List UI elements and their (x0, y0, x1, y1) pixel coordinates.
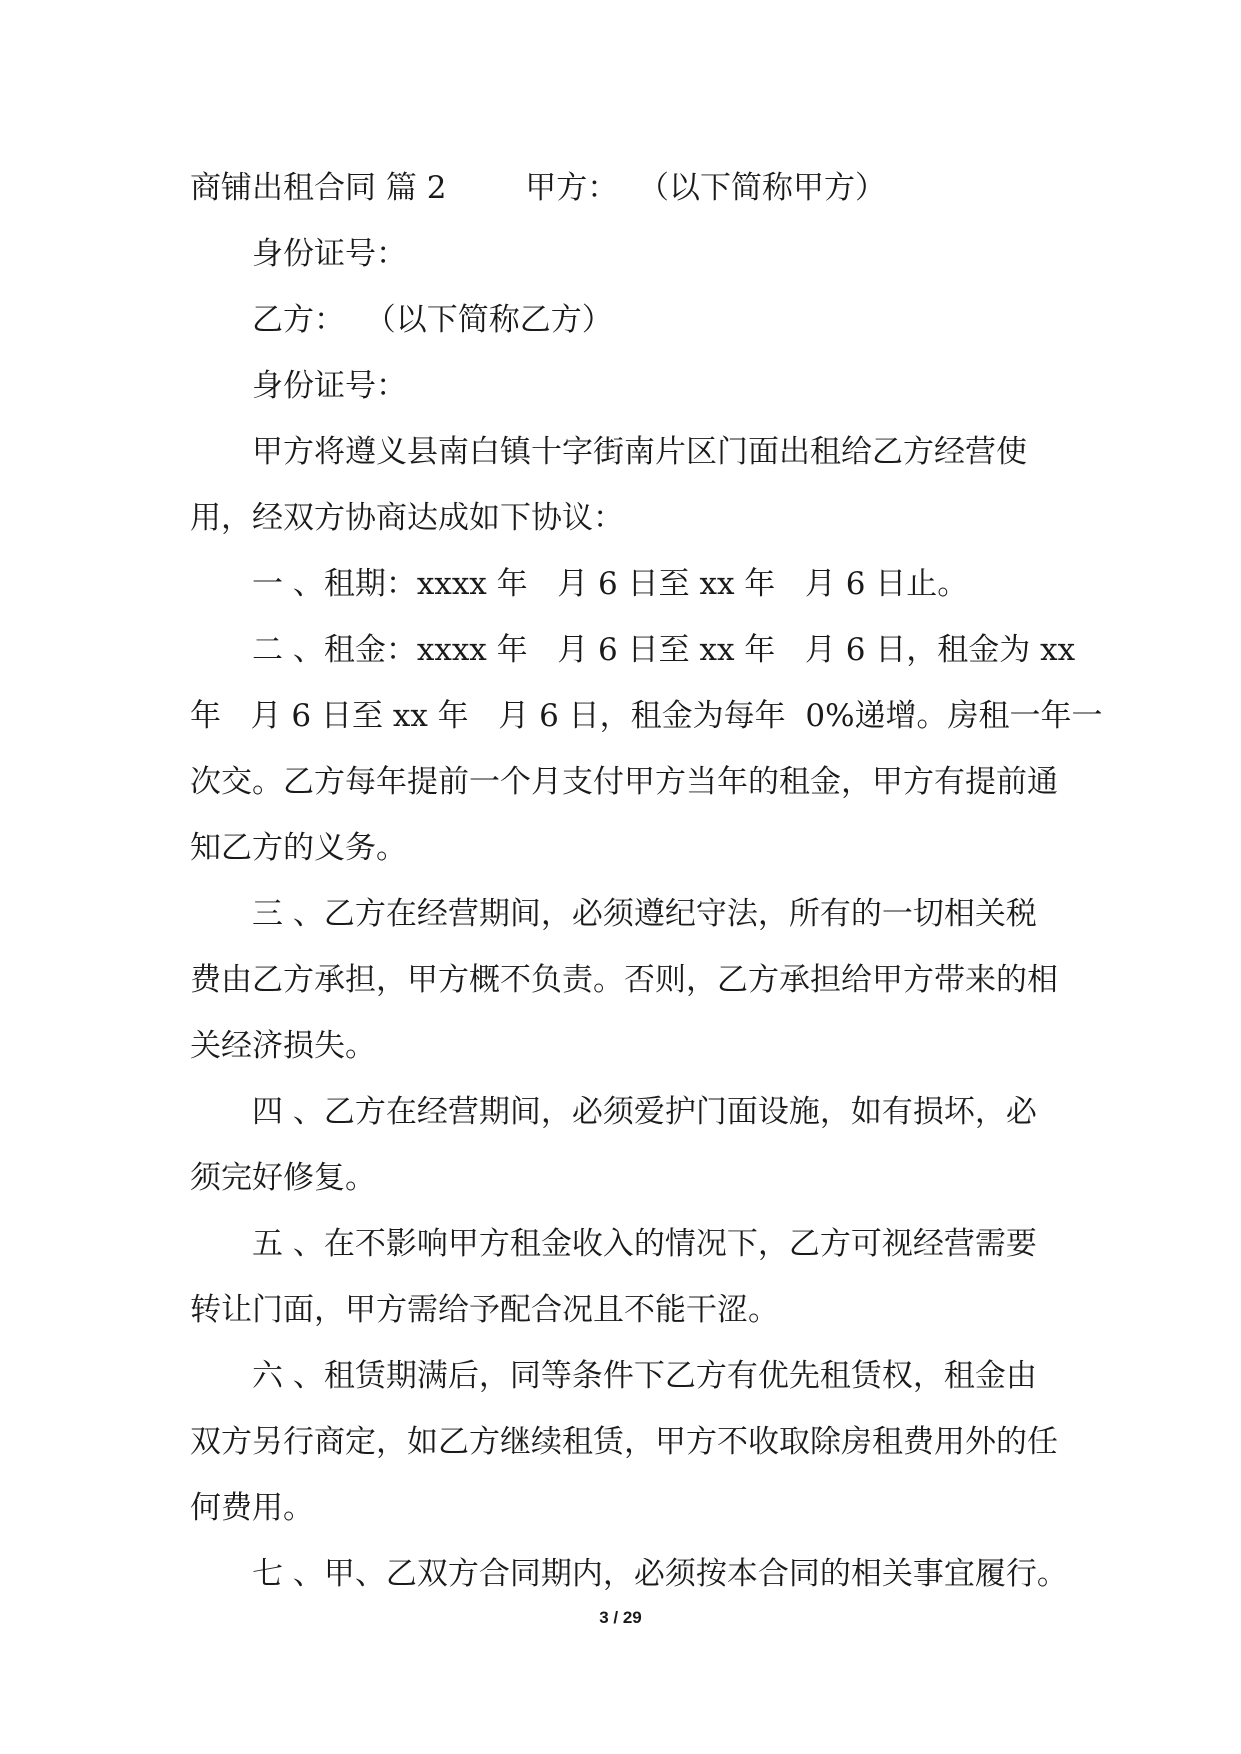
clause-6-line: 六 、租赁期满后，同等条件下乙方有优先租赁权，租金由 (252, 1358, 1037, 1394)
clause-1-line: 一 、租期：xxxx 年 月 6 日至 xx 年 月 6 日止。 (252, 566, 969, 602)
clause-7-line: 七 、甲、乙双方合同期内，必须按本合同的相关事宜履行。 (252, 1556, 1068, 1592)
clause-5-line: 转让门面，甲方需给予配合况且不能干涩。 (190, 1292, 779, 1328)
clause-2-line: 年 月 6 日至 xx 年 月 6 日，租金为每年 0%递增。房租一年一 (190, 698, 1103, 734)
title-line: 商铺出租合同 篇 2 甲方： （以下简称甲方） (190, 170, 886, 206)
clause-2-line: 知乙方的义务。 (190, 830, 407, 866)
clause-3-line: 三 、乙方在经营期间，必须遵纪守法，所有的一切相关税 (252, 896, 1037, 932)
clause-2-line: 次交。乙方每年提前一个月支付甲方当年的租金，甲方有提前通 (190, 764, 1058, 800)
clause-2-line: 二 、租金：xxxx 年 月 6 日至 xx 年 月 6 日，租金为 xx (252, 632, 1076, 668)
party-b-id-line: 身份证号： (252, 368, 407, 404)
intro-paragraph-line: 甲方将遵义县南白镇十字街南片区门面出租给乙方经营使 (252, 434, 1027, 470)
clause-6-line: 双方另行商定，如乙方继续租赁，甲方不收取除房租费用外的任 (190, 1424, 1058, 1460)
clause-4-line: 须完好修复。 (190, 1160, 376, 1196)
document-body (190, 155, 1103, 1607)
party-b-line: 乙方： （以下简称乙方） (252, 302, 613, 338)
clause-3-line: 费由乙方承担，甲方概不负责。否则，乙方承担给甲方带来的相 (190, 962, 1058, 998)
clause-3-line: 关经济损失。 (190, 1028, 376, 1064)
clause-6-line: 何费用。 (190, 1490, 314, 1526)
intro-paragraph-line: 用，经双方协商达成如下协议： (190, 500, 624, 536)
clause-5-line: 五 、在不影响甲方租金收入的情况下，乙方可视经营需要 (252, 1226, 1037, 1262)
party-a-id-line: 身份证号： (252, 236, 407, 272)
clause-4-line: 四 、乙方在经营期间，必须爱护门面设施，如有损坏，必 (252, 1094, 1037, 1130)
page-number: 3 / 29 (599, 1608, 642, 1627)
